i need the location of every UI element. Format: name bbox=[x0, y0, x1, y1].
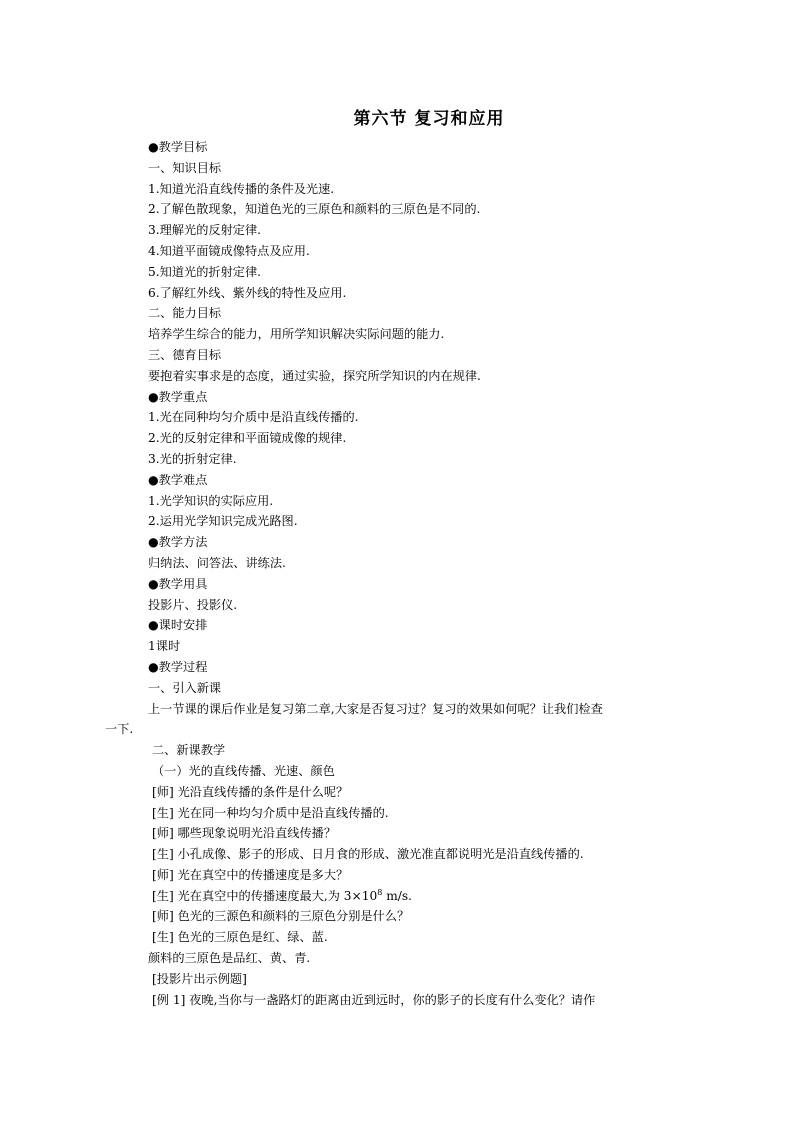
dialog-line: [师] 光沿直线传播的条件是什么呢？ bbox=[152, 784, 349, 799]
objectives-line: 1课时 bbox=[148, 639, 181, 654]
objectives-line: 要抱着实事求是的态度，通过实验，探究所学知识的内在规律. bbox=[148, 368, 481, 383]
objectives-line: 一、引入新课 bbox=[148, 680, 222, 695]
objectives-line: 4.知道平面镜成像特点及应用. bbox=[148, 243, 310, 258]
objectives-line: 5.知道光的折射定律. bbox=[148, 264, 262, 279]
objectives-line: 2.了解色散现象，知道色光的三原色和颜料的三原色是不同的. bbox=[148, 202, 481, 217]
pigment-line: 颜料的三原色是品红、黄、青. bbox=[148, 951, 311, 966]
objectives-line: 三、德育目标 bbox=[148, 347, 222, 362]
objectives-line: ●教学重点 bbox=[148, 389, 208, 404]
objectives-line: 1.光在同种均匀介质中是沿直线传播的. bbox=[148, 410, 359, 425]
color-dialog-block bbox=[117, 906, 677, 948]
objectives-line: ●教学目标 bbox=[148, 140, 208, 154]
objectives-line: 1.光学知识的实际应用. bbox=[148, 493, 274, 508]
intro-paragraph-line2: 一下. bbox=[105, 722, 134, 737]
example-block bbox=[117, 969, 677, 1011]
dialog-line: 二、新课教学 bbox=[152, 743, 226, 758]
objectives-line: 培养学生综合的能力，用所学知识解决实际问题的能力. bbox=[148, 327, 445, 342]
objectives-line: ●教学过程 bbox=[148, 659, 208, 674]
section-title: 第六节 复习和应用 bbox=[353, 109, 505, 129]
objectives-line: 2.光的反射定律和平面镜成像的规律. bbox=[148, 431, 347, 446]
dialog-line: （一）光的直线传播、光速、颜色 bbox=[152, 763, 335, 778]
objectives-line: 3.理解光的反射定律. bbox=[148, 223, 262, 238]
objectives-line: 二、能力目标 bbox=[148, 306, 222, 321]
objectives-line: 3.光的折射定律. bbox=[148, 451, 237, 466]
objectives-block bbox=[117, 137, 677, 699]
speed-unit: m/s. bbox=[382, 888, 412, 903]
objectives-line: ●教学用具 bbox=[148, 576, 208, 591]
example-line: [例 1] 夜晚,当你与一盏路灯的距离由近到远时，你的影子的长度有什么变化？请作 bbox=[152, 992, 596, 1007]
teaching-dialog-block bbox=[117, 740, 677, 886]
example-line: [投影片出示例题] bbox=[152, 971, 247, 986]
dialog-line: [生] 光在同一种均匀介质中是沿直线传播的. bbox=[152, 805, 389, 820]
color-dialog-line: [生] 色光的三原色是红、绿、蓝. bbox=[152, 930, 328, 945]
objectives-line: 归纳法、问答法、讲练法. bbox=[148, 555, 286, 570]
objectives-line: 投影片、投影仪. bbox=[148, 597, 238, 612]
speed-exponent: 8 bbox=[377, 887, 383, 897]
dialog-line: [师] 哪些现象说明光沿直线传播？ bbox=[152, 826, 337, 841]
document-body bbox=[105, 137, 677, 1010]
objectives-line: 1.知道光沿直线传播的条件及光速. bbox=[148, 181, 335, 196]
color-dialog-line: [师] 色光的三源色和颜料的三原色分别是什么？ bbox=[152, 909, 410, 924]
objectives-line: 一、知识目标 bbox=[148, 160, 222, 175]
speed-answer-line bbox=[117, 886, 677, 907]
objectives-line: ●课时安排 bbox=[148, 618, 208, 633]
objectives-line: ●教学方法 bbox=[148, 535, 208, 550]
objectives-line: 6.了解红外线、紫外线的特性及应用. bbox=[148, 285, 347, 300]
objectives-line: 2.运用光学知识完成光路图. bbox=[148, 514, 298, 529]
objectives-line: ●教学难点 bbox=[148, 472, 208, 487]
dialog-line: [生] 小孔成像、影子的形成、日月食的形成、激光准直都说明光是沿直线传播的. bbox=[152, 847, 584, 862]
intro-paragraph-line1: 上一节课的课后作业是复习第二章,大家是否复习过？复习的效果如何呢？让我们检查 bbox=[148, 701, 603, 716]
speed-answer-text: [生] 光在真空中的传播速度最大,为 3×10 bbox=[152, 888, 378, 903]
dialog-line: [师] 光在真空中的传播速度是多大？ bbox=[152, 867, 349, 882]
